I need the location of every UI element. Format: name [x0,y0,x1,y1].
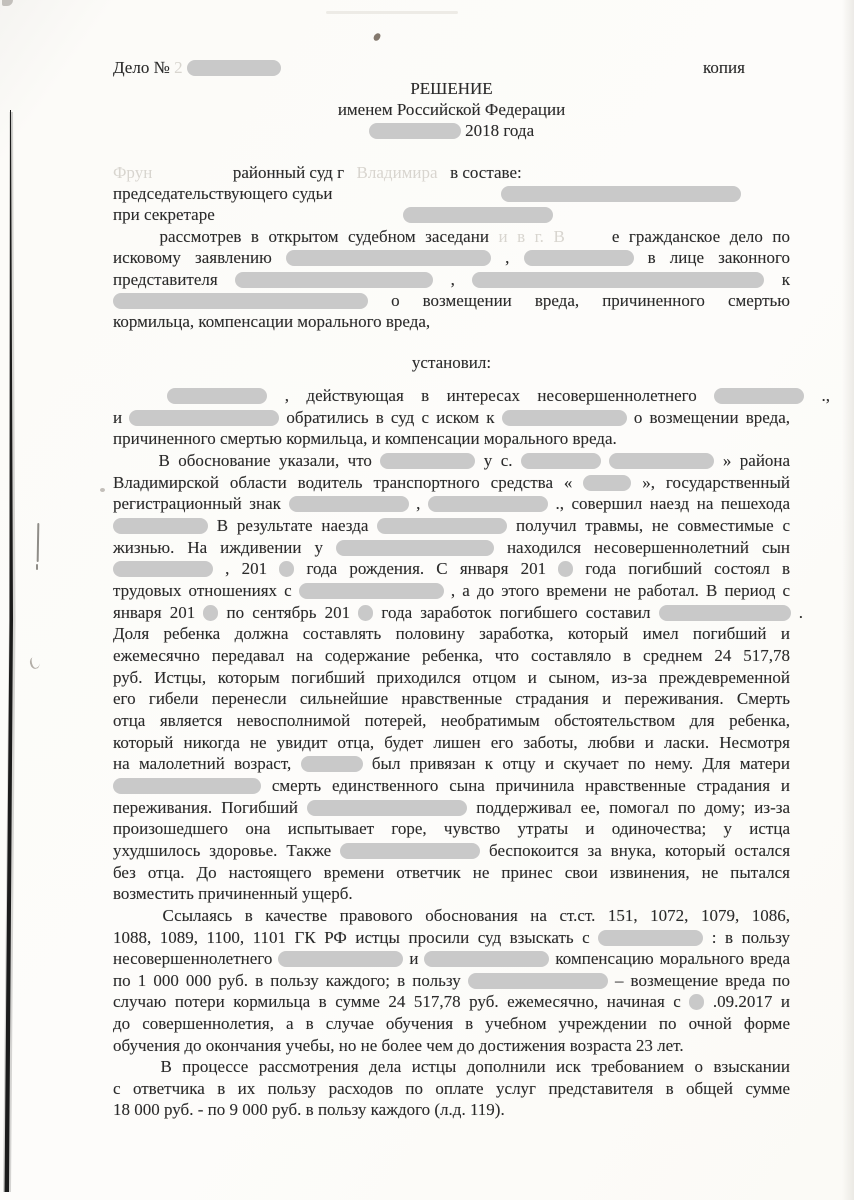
text-run: рассмотрев в открытом судебном заседани [159,227,489,246]
doc-line [113,78,790,99]
doc-line [113,580,790,601]
text-run: по 1 000 000 руб. в пользу каждого; в пользу [113,971,461,990]
redaction [301,756,363,772]
text-run: произошедшего она испытывает горе, чувство утраты и одиночества; у истца [113,819,790,838]
doc-line [113,1078,790,1099]
indent-gap [113,920,150,921]
text-run: районный суд г [232,163,345,182]
redaction [502,410,627,426]
doc-line [113,862,790,883]
redaction [424,951,549,967]
text-run: получил травмы, не совместимые с [516,516,791,535]
doc-line [113,407,790,428]
text-run: установил: [411,353,492,372]
text-run: отца является невосполнимой потерей, необратимым обстоятельством для ребенка, [113,711,790,730]
text-run: ежемесячно передавал на содержание ребенка, что составляло в среднем 24 517,78 [113,646,790,665]
doc-line [113,57,513,78]
text-run: который никогда не увидит отца, будет лишен его заботы, любви и ласки. Несмотря [113,733,790,752]
text-run: . [798,603,804,622]
text-run: переживания. Погибший [113,798,299,817]
text-run: года рождения. С января 201 [306,559,547,578]
doc-line [113,1013,790,1034]
text-run: руб. Истцы, которым погибший приходился отцом и сыном, из-за преждевременной [113,668,790,687]
doc-line [113,991,790,1012]
doc-line [113,428,790,449]
text-run: жизнью. На иждивении у [113,538,323,557]
text-run: смерть единственного сына причинила нравственные страдания и [271,776,791,795]
text-run: беспокоится за внука, который остался [489,841,791,860]
text-run: его гибели перенесли сильнейшие нравственные страдания и переживания. Смерть [113,689,790,708]
doc-line [113,515,790,536]
text-run: ., [821,386,831,405]
doc-line [113,905,790,926]
text-run: , а до этого времени не работал. В период с [450,581,791,600]
redaction [472,272,764,288]
text-run: случаю потери кормильца в сумме 24 517,78 руб. ежемесячно, начиная с [113,992,681,1011]
doc-line [113,472,790,493]
redaction [714,388,804,404]
text-run: находился несовершеннолетний сын [506,538,791,557]
text-run: копия [703,58,745,77]
text-run: ., совершил наезд на пешехода [555,494,791,513]
text-run: РЕШЕНИЕ [410,79,493,98]
doc-line [113,948,790,969]
text-run: регистрационный знак [113,494,281,513]
redaction [609,453,714,469]
text-run: в составе: [450,163,522,182]
doc-line [113,558,790,579]
redaction [428,496,548,512]
redaction [299,583,444,599]
text-run: : в пользу [711,928,791,947]
redaction [501,186,741,202]
text-run: именем Российской Федерации [337,100,566,119]
redaction [336,540,494,556]
text-run: о возмещении вреда, [633,408,791,427]
text-run: до совершеннолетия, а в случае обучения в учебном учреждении по очной форме [113,1014,790,1033]
text-run: без отца. До настоящего времени ответчик не принес свои извинения, не пытался [113,863,790,882]
doc-line [113,385,830,406]
text-run: трудовых отношениях с [113,581,292,600]
doc-line [113,162,790,183]
text-run: , [416,494,421,513]
erased-text: Фрун [113,163,153,182]
redaction [129,410,279,426]
indent-gap [113,400,150,401]
text-run: » района [722,451,791,470]
redaction [113,778,261,794]
text-run: года погибший состоял в [585,559,791,578]
redaction [289,496,409,512]
doc-line [113,775,790,796]
redaction [468,973,608,989]
text-run: председательствующего судьи [113,184,333,203]
text-run: 2018 года [465,121,535,140]
text-run: компенсацию морального вреда [555,949,790,968]
doc-line [113,710,790,731]
redaction [286,250,491,266]
indent-gap [113,1071,150,1072]
doc-line [113,667,790,688]
redaction [598,930,703,946]
doc-line [113,883,790,904]
redaction [203,605,218,621]
redaction [358,605,373,621]
doc-line [113,493,790,514]
text-run: несовершеннолетнего [113,949,273,968]
text-run: при секретаре [113,205,215,224]
text-run: причиненного смертью кормильца, и компенсации морального вреда. [113,429,617,448]
doc-line [113,537,790,558]
doc-line [113,602,803,623]
doc-line [113,970,790,991]
text-run: по сентябрь 201 [226,603,351,622]
text-run: , действующая в интересах несовершеннолетнего [284,386,697,405]
doc-line [113,645,790,666]
text-run: кормильца, компенсации морального вреда, [113,312,431,331]
text-run: , [505,248,510,267]
doc-line [113,1035,790,1056]
redaction [187,60,281,76]
text-run: к [781,270,791,289]
doc-line [113,352,790,373]
text-run: и [409,949,419,968]
indent-gap [574,241,602,242]
doc-line [113,732,790,753]
doc-line [113,450,790,471]
text-run: – возмещение вреда по [614,971,790,990]
indent-gap [442,177,446,178]
text-run: В обоснование указали, что [158,451,372,470]
redaction [377,518,507,534]
text-run: 1088, 1089, 1100, 1101 ГК РФ истцы просили суд взыскать с [113,928,590,947]
text-run: Доля ребенка должна составлять половину заработка, который имел погибший и [113,624,790,643]
indent-gap [113,241,150,242]
text-run: ухудшилось здоровье. Также [113,841,332,860]
redaction [307,800,467,816]
doc-line [703,57,793,78]
indent-gap [219,219,399,220]
redaction [113,561,213,577]
doc-line [113,753,790,774]
text-run: представителя [113,270,218,289]
erased-text: и в г. В [498,227,565,246]
text-run: Дело № [113,58,170,77]
text-run: января 201 [113,603,196,622]
doc-line [113,311,790,332]
text-run: Владимирской области водитель транспортного средства « [113,473,573,492]
doc-line [113,247,790,268]
doc-line [113,120,790,141]
doc-line [113,269,790,290]
doc-line [113,1099,790,1120]
text-run: обратились в суд с иском к [286,408,495,427]
text-run: и [113,408,123,427]
redaction [689,994,704,1010]
doc-line [113,183,790,204]
erased-text: Владимира [356,163,438,182]
redaction [659,605,791,621]
redaction [279,561,294,577]
doc-line [113,1056,790,1077]
text-run: 18 000 руб. - по 9 000 руб. в пользу каждого (л.д. 119). [113,1100,505,1119]
doc-line [113,818,790,839]
text-run: в лице законного [647,248,791,267]
text-run: », государственный [642,473,790,492]
redaction [583,475,631,491]
indent-gap [348,177,352,178]
text-run: года заработок погибшего составил [381,603,651,622]
redaction [369,123,461,139]
redaction [558,561,573,577]
text-run: В результате наезда [216,516,369,535]
doc-line [113,226,790,247]
doc-line [113,290,790,311]
doc-line [113,623,790,644]
text-run: поддерживал ее, помогал по дому; из-за [476,798,791,817]
text-run: .09.2017 и [712,992,790,1011]
indent-gap [337,198,497,199]
doc-line [113,688,790,709]
text-run: с ответчика в их пользу расходов по оплате услуг представителя в общей сумме [113,1079,790,1098]
text-run: е гражданское дело по [611,227,791,246]
redaction [278,951,403,967]
redaction [167,388,267,404]
text-run: у с. [483,451,513,470]
text-run: Ссылаясь в качестве правового обоснования на ст.ст. 151, 1072, 1079, 1086, [162,906,790,925]
text-run: , 201 [225,559,268,578]
redaction [380,453,475,469]
doc-line [113,797,790,818]
doc-line [113,204,790,225]
doc-line [113,927,790,948]
doc-line [113,99,790,120]
text-run: исковому заявлению [113,248,272,267]
text-run: , [450,270,455,289]
redaction [340,843,480,859]
erased-text: 2 [174,58,183,77]
redaction [113,518,208,534]
text-run: В процессе рассмотрения дела истцы дополнили иск требованием о взыскании [160,1057,791,1076]
redaction [521,453,601,469]
text-run: возместить причиненный ущерб. [113,884,353,903]
redaction [235,272,433,288]
indent-gap [157,177,229,178]
text-run: на малолетний возраст, [113,754,292,773]
indent-gap [113,465,150,466]
text-run: о возмещении вреда, причиненного смертью [391,291,791,310]
text-run: был привязан к отцу и скучает по нему. Для матери [371,754,791,773]
doc-line [113,840,790,861]
redaction [403,207,553,223]
redaction [524,250,634,266]
redaction [113,293,368,309]
text-run: обучения до окончания учебы, но не более чем до достижения возраста 23 лет. [113,1036,684,1055]
